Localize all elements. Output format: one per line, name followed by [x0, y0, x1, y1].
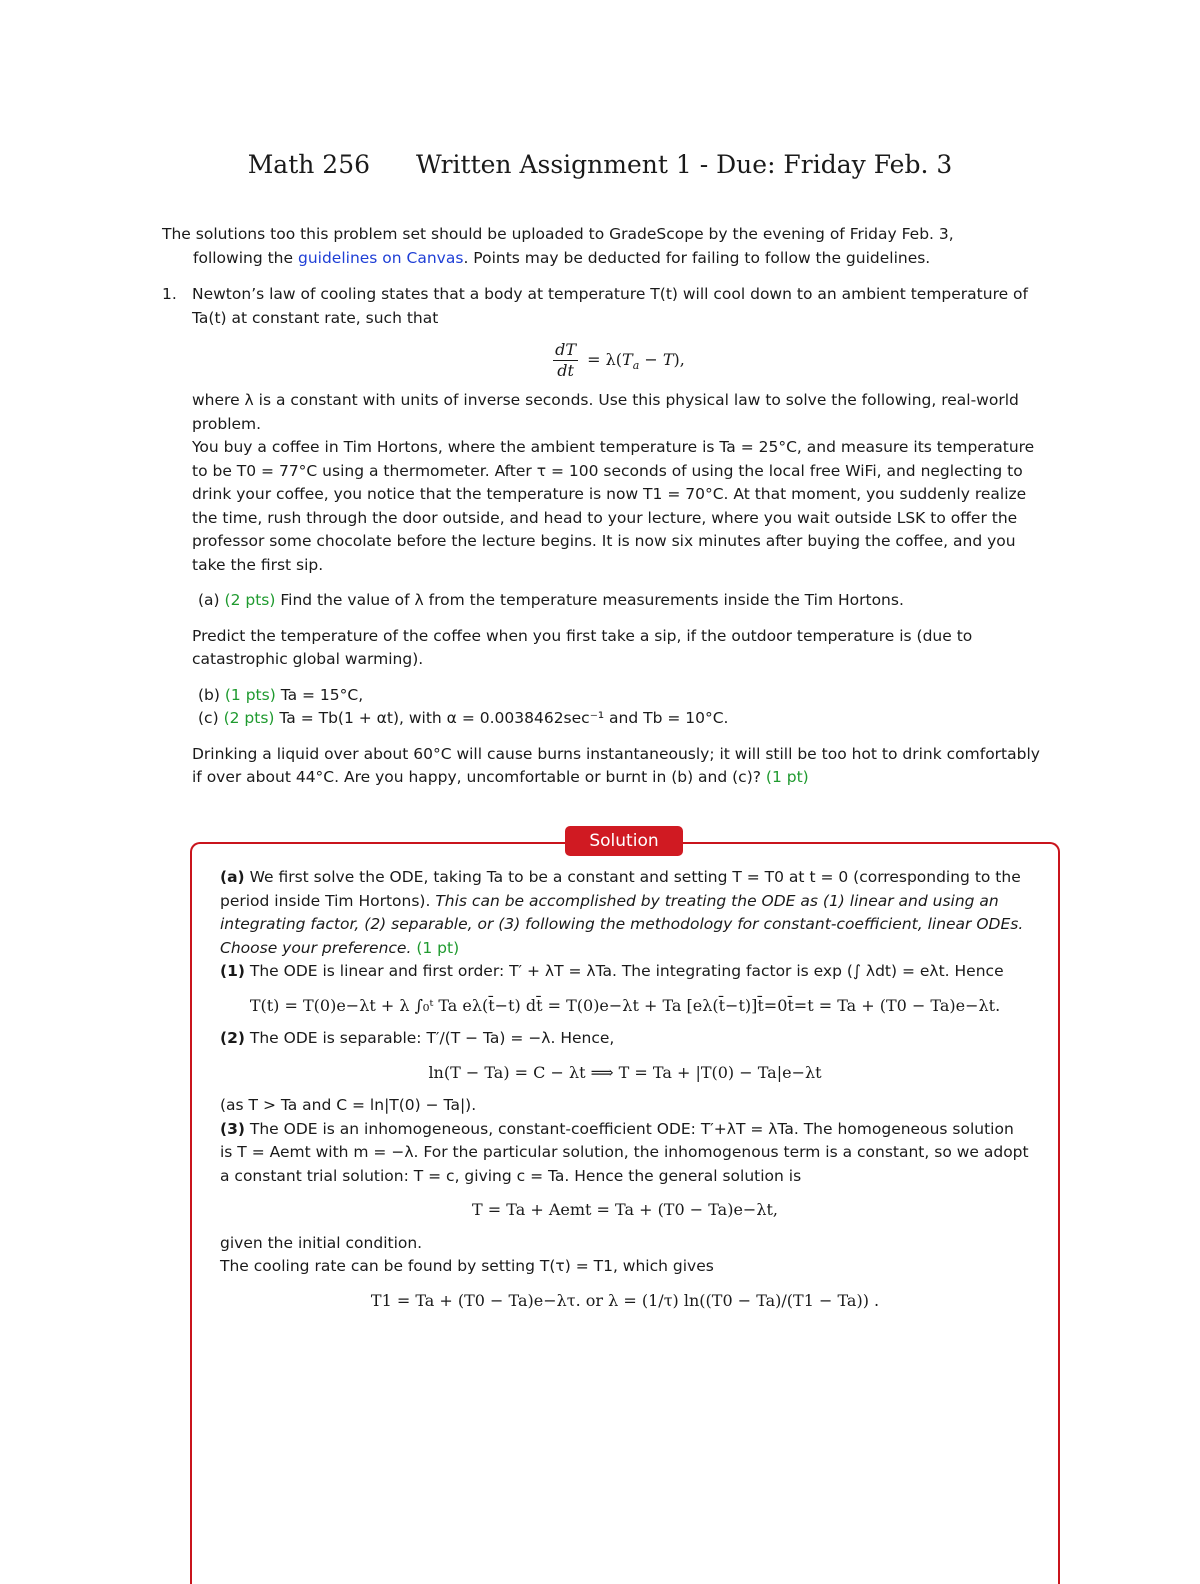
method-1-label: (1) — [220, 962, 245, 980]
part-a-points: (2 pts) — [224, 591, 276, 609]
guidelines-link[interactable]: guidelines on Canvas — [297, 248, 464, 267]
solution-a-label: (a) — [220, 868, 245, 886]
solution-content — [220, 866, 1030, 1322]
problem-1 — [162, 283, 1042, 790]
solution-part-a — [220, 866, 1030, 960]
method-2-label: (2) — [220, 1029, 245, 1047]
method-1 — [220, 960, 1030, 984]
problem-scenario: You buy a coffee in Tim Hortons, where the ambient temperature is Ta = 25°C, and measure its temperature to be T0 = 77°C using a thermometer. After τ = 100 seconds of using the local free WiFi, and neglecting to drink your coffee, you notice that the temperature is now T1 = 70°C. At that moment, you suddenly realize the time, rush through the door outside, and head to your lecture, where you wait outside LSK to offer the professor some chocolate before the lecture begins. It is now six minutes after buying the coffee, and you take the first sip. — [192, 438, 1035, 574]
predict-text: Predict the temperature of the coffee when you first take a sip, if the outdoor temperature is (due to catastrophic global warming). — [192, 626, 973, 668]
method-3-equation: T = Ta + Aemt = Ta + (T0 − Ta)e−λt, — [472, 1200, 778, 1219]
method-3-label: (3) — [220, 1119, 245, 1138]
solution-badge: Solution — [565, 826, 683, 856]
page-title — [0, 150, 1200, 179]
solution-a-methods: This can be accomplished by treating the ODE as (1) linear and using an integrating factor, (2) separable, or (3) following the methodology for constant-coefficient, linear ODEs. Choose your preference. — [220, 891, 1024, 957]
solution-a-text: We first solve the ODE, taking Ta to be a constant and setting T = T0 at t = 0 (corresponding to the period inside Tim Hortons). — [220, 868, 1021, 910]
intro-text-end: . Points may be deducted for failing to follow the guidelines. — [463, 248, 931, 267]
intro-line-1: The solutions too this problem set should be uploaded to GradeScope by the evening of Friday Feb. 3, — [162, 225, 954, 243]
method-3-text: The ODE is an inhomogeneous, constant-coefficient ODE: T′+λT = λTa. The homogeneous solution is T = Aemt with m = −λ. For the particular solution, the inhomogenous term is a constant, so we adopt a constant trial solution: T = c, giving c = Ta. Hence the general solution is — [220, 1119, 1029, 1185]
problem-number: 1. — [162, 285, 177, 303]
cooling-rate-equation: T1 = Ta + (T0 − Ta)e−λτ. or λ = (1/τ) ln((T0 − Ta)/(T1 − Ta)) . — [370, 1290, 880, 1310]
cooling-equation: $\frac{dT}{dt}$ = $\lambda(T_a - T)$, — [555, 340, 685, 380]
method-2-note: (as T > Ta and C = ln|T(0) − Ta|). — [220, 1096, 477, 1114]
method-3-note: given the initial condition. — [220, 1233, 423, 1252]
part-b-label: (b) — [198, 685, 220, 704]
closing-question — [192, 743, 1042, 790]
part-c-label: (c) — [198, 709, 219, 727]
method-1-equation: T(t) = T(0)e−λt + λ ∫₀ᵗ Ta eλ(t̄−t) dt̄ = T(0)e−λt + Ta [eλ(t̄−t)]t̄=0t̄=t = Ta + (T0 − Ta)e−λt. — [249, 995, 1001, 1015]
part-a-label: (a) — [198, 591, 220, 609]
part-a — [198, 589, 1042, 613]
intro-text: following the — [193, 248, 298, 267]
course-name: Math 256 — [247, 150, 371, 179]
part-c — [198, 707, 1042, 731]
part-b — [198, 684, 1042, 708]
problem-statement-2: where λ is a constant with units of inverse seconds. Use this physical law to solve the following, real-world problem. — [192, 391, 1019, 433]
part-a-text: Find the value of λ from the temperature measurements inside the Tim Hortons. — [280, 591, 904, 609]
cooling-rate-text: The cooling rate can be found by setting T(τ) = T1, which gives — [220, 1257, 714, 1275]
closing-text: Drinking a liquid over about 60°C will cause burns instantaneously; it will still be too hot to drink comfortably if over about 44°C. Are you happy, uncomfortable or burnt in (b) and (c)? — [192, 744, 1040, 786]
method-1-text: The ODE is linear and first order: T′ + λT = λTa. The integrating factor is exp (∫ λdt) = eλt. Hence — [249, 962, 1004, 980]
intro-line-2 — [162, 247, 1042, 271]
assignment-title: Written Assignment 1 - Due: Friday Feb. 3 — [416, 150, 953, 179]
part-b-text: Ta = 15°C, — [280, 685, 364, 704]
closing-points: (1 pt) — [765, 768, 809, 786]
part-b-points: (1 pts) — [224, 685, 276, 704]
method-2-text: The ODE is separable: T′/(T − Ta) = −λ. Hence, — [249, 1029, 615, 1047]
part-c-text: Ta = Tb(1 + αt), with α = 0.0038462sec⁻¹ and Tb = 10°C. — [279, 709, 729, 727]
method-2 — [220, 1027, 1030, 1051]
solution-a-points: (1 pt) — [416, 938, 460, 957]
intro-paragraph — [162, 223, 1042, 270]
part-c-points: (2 pts) — [223, 709, 275, 727]
method-3 — [220, 1118, 1030, 1189]
method-2-equation: ln(T − Ta) = C − λt ⟹ T = Ta + |T(0) − Ta|e−λt — [428, 1062, 822, 1082]
problem-statement-1: Newton’s law of cooling states that a body at temperature T(t) will cool down to an ambient temperature of Ta(t) at constant rate, such that — [192, 285, 1029, 327]
